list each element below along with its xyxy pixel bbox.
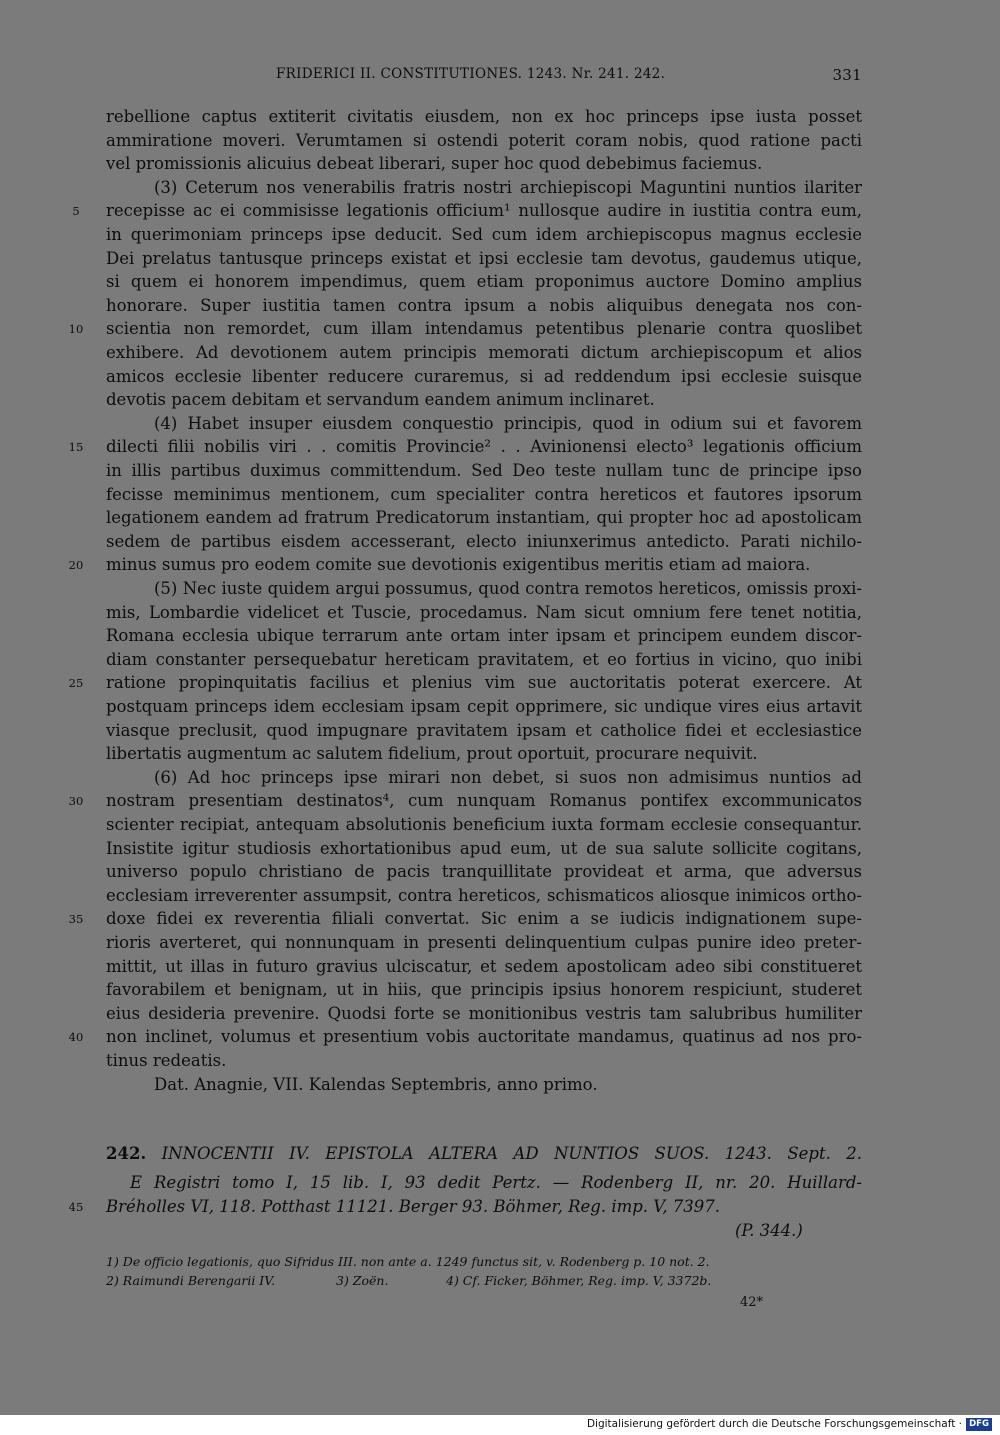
- text-line: fecisse meminimus mentionem, cum specialiter contra hereticos et fautores ipsorum: [106, 485, 862, 504]
- line-number: 30: [68, 794, 84, 808]
- footer-credit: Digitalisierung gefördert durch die Deutsche Forschungsgemeinschaft ·: [586, 1418, 962, 1430]
- text-line: si quem ei honorem impendimus, quem etiam proponimus auctore Domino amplius: [106, 272, 862, 291]
- text-line: recepisse ac ei commisisse legationis officium¹ nullosque audire in iustitia contra eum,: [106, 201, 862, 220]
- line-number: 35: [68, 912, 84, 926]
- signature-mark: 42*: [740, 1295, 764, 1310]
- text-line: nostram presentiam destinatos⁴, cum nunquam Romanus pontifex excommunicatos: [106, 791, 862, 810]
- digitization-footer: [0, 1415, 1000, 1435]
- page-number: 331: [832, 66, 862, 84]
- line-number: 10: [68, 322, 84, 336]
- text-line: favorabilem et benignam, ut in hiis, que principis ipsius honorem respiciunt, studeret: [106, 980, 862, 999]
- footnote-1: 1) De officio legationis, quo Sifridus III. non ante a. 1249 functus sit, v. Rodenberg p. 10 not. 2.: [106, 1254, 710, 1269]
- running-header: [106, 66, 862, 86]
- text-line: (5) Nec iuste quidem argui possumus, quod contra remotos hereticos, omissis proxi-: [154, 579, 862, 598]
- text-line: tinus redeatis.: [106, 1051, 227, 1070]
- line-number: 5: [72, 204, 80, 218]
- line-number: 25: [68, 676, 84, 690]
- text-line: libertatis augmentum ac salutem fidelium, prout oportuit, procurare nequivit.: [106, 744, 758, 763]
- text-line: rebellione captus extiterit civitatis eiusdem, non ex hoc princeps ipse iusta posset: [106, 107, 862, 126]
- text-line: sedem de partibus eisdem accesserant, electo iniunxerimus antedicto. Parati nichilo-: [106, 532, 862, 551]
- footnote-4: 4) Cf. Ficker, Böhmer, Reg. imp. V, 3372b.: [446, 1273, 712, 1288]
- text-line: legationem eandem ad fratrum Predicatorum instantiam, qui propter hoc ad apostolicam: [106, 508, 862, 527]
- text-line: non inclinet, volumus et presentium vobis auctoritate mandamus, quatinus ad nos pro-: [106, 1027, 862, 1046]
- text-line: vel promissionis alicuius debeat liberari, super hoc quod debebimus faciemus.: [106, 154, 763, 173]
- footnote-3: 3) Zoën.: [336, 1273, 389, 1288]
- running-header-title: FRIDERICI II. CONSTITUTIONES. 1243. Nr. 241. 242.: [276, 66, 666, 82]
- footnote-row: [106, 1272, 862, 1290]
- text-line: ammiratione moveri. Verumtamen si ostendi poterit coram nobis, quod ratione pacti: [106, 131, 862, 150]
- section-source-line: E Registri tomo I, 15 lib. I, 93 dedit Pertz. — Rodenberg II, nr. 20. Huillard-: [130, 1173, 862, 1192]
- text-line: postquam princeps idem ecclesiam ipsam cepit opprimere, sic undique vires eius artavit: [106, 697, 862, 716]
- text-line: dilecti filii nobilis viri . . comitis Provincie² . . Avinionensi electo³ legationis officium: [106, 437, 862, 456]
- section-reference: (P. 344.): [735, 1221, 803, 1240]
- section-title: INNOCENTII IV. EPISTOLA ALTERA AD NUNTIOS SUOS. 1243. Sept. 2.: [161, 1144, 862, 1163]
- text-line: rioris averteret, qui nonnunquam in presenti delinquentium culpas punire ideo preter-: [106, 933, 862, 952]
- text-line: minus sumus pro eodem comite sue devotionis exigentibus meritis etiam ad maiora.: [106, 555, 811, 574]
- text-line: Romana ecclesia ubique terrarum ante ortam inter ipsam et principem eundem discor-: [106, 626, 862, 645]
- text-line: Dei prelatus tantusque princeps existat et ipsi ecclesie tam devotus, gaudemus utique,: [106, 249, 862, 268]
- text-line: scienter recipiat, antequam absolutionis beneficium iuxta formam ecclesie consequantur.: [106, 815, 862, 834]
- text-line: diam constanter persequebatur hereticam pravitatem, et eo fortius in vicino, quo inibi: [106, 650, 862, 669]
- text-line: mittit, ut illas in futuro gravius ulciscatur, et sedem apostolicam adeo sibi constitueret: [106, 957, 862, 976]
- text-line: viasque preclusit, quod impugnare pravitatem ipsam et catholice fidei et ecclesiastice: [106, 721, 862, 740]
- text-line: (3) Ceterum nos venerabilis fratris nostri archiepiscopi Maguntini nuntios ilariter: [154, 178, 862, 197]
- line-number: 40: [68, 1030, 84, 1044]
- text-line: (4) Habet insuper eiusdem conquestio principis, quod in odium sui et favorem: [154, 414, 862, 433]
- text-line: (6) Ad hoc princeps ipse mirari non debet, si suos non admisimus nuntios ad: [154, 768, 862, 787]
- section-number: 242.: [106, 1144, 147, 1163]
- text-line: universo populo christiano de pacis tranquillitate provideat et arma, que adversus: [106, 862, 862, 881]
- line-number: 45: [68, 1200, 84, 1214]
- text-line: ecclesiam irreverenter assumpsit, contra hereticos, schismaticos aliosque inimicos ortho-: [106, 886, 862, 905]
- text-line: amicos ecclesie libenter reducere curaremus, si ad reddendum ipsi ecclesie suisque: [106, 367, 862, 386]
- text-line: in illis partibus duximus committendum. Sed Deo teste nullam tunc de principe ipso: [106, 461, 862, 480]
- text-line: honorare. Super iustitia tamen contra ipsum a nobis aliquibus denegata nos con-: [106, 296, 862, 315]
- text-line: Insistite igitur studiosis exhortationibus apud eum, ut de sua salute sollicite cogitans,: [106, 839, 862, 858]
- footnote-2: 2) Raimundi Berengarii IV.: [106, 1273, 276, 1288]
- text-line: exhibere. Ad devotionem autem principis memorati dictum archiepiscopum et alios: [106, 343, 862, 362]
- section-heading: [106, 1143, 862, 1165]
- dfg-logo: DFG: [966, 1418, 992, 1431]
- text-line: ratione propinquitatis facilius et plenius vim sue auctoritatis poterat exercere. At: [106, 673, 862, 692]
- section-source-line: Bréholles VI, 118. Potthast 11121. Berger 93. Böhmer, Reg. imp. V, 7397.: [106, 1197, 721, 1216]
- text-line: mis, Lombardie videlicet et Tuscie, procedamus. Nam sicut omnium fere tenet notitia,: [106, 603, 862, 622]
- text-line: eius desideria prevenire. Quodsi forte se monitionibus vestris tam salubribus humiliter: [106, 1004, 862, 1023]
- text-line: scientia non remordet, cum illam intendamus petentibus plenarie contra quoslibet: [106, 319, 862, 338]
- text-line: doxe fidei ex reverentia filiali convertat. Sic enim a se iudicis indignationem supe-: [106, 909, 862, 928]
- text-line: in querimoniam princeps ipse deducit. Sed cum idem archiepiscopus magnus ecclesie: [106, 225, 862, 244]
- text-line: devotis pacem debitam et servandum eandem animum inclinaret.: [106, 390, 655, 409]
- text-line: Dat. Anagnie, VII. Kalendas Septembris, anno primo.: [154, 1075, 598, 1094]
- line-number: 15: [68, 440, 84, 454]
- line-number: 20: [68, 558, 84, 572]
